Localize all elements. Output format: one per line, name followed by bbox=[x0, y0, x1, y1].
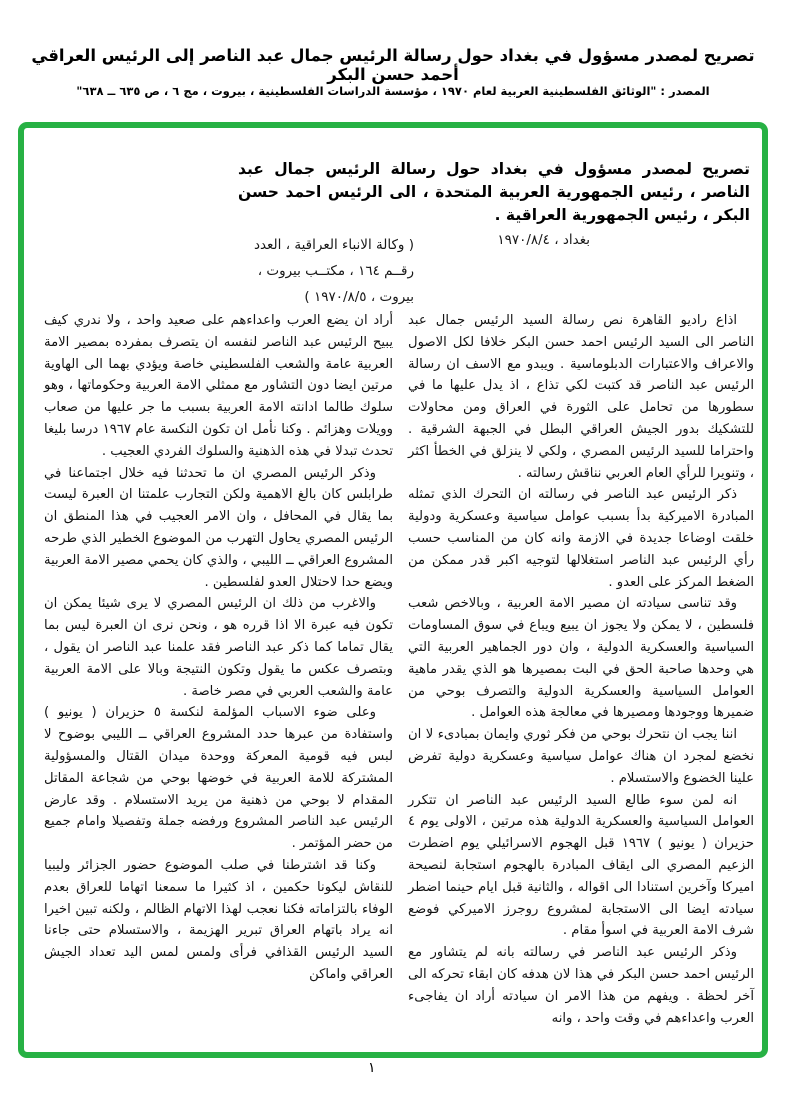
document-heading: تصريح لمصدر مسؤول في بغداد حول رسالة الرئيس جمال عبد الناصر ، رئيس الجمهورية العربية المتحدة ، الى الرئيس احمد حسن البكر ، رئيس الجمهورية العراقية . bbox=[238, 160, 750, 224]
paragraph: انه لمن سوء طالع السيد الرئيس عبد الناصر ان تتكرر العوامل السياسية والعسكرية الدولية هذه مرتين ، الاولى يوم ٤ حزيران ( يونيو ) ١٩٦٧ قبل الهجوم الاسرائيلي يوم اضطرت الزعيم المصري الى ايقاف المبادرة بالهجوم استجابة لنصيحة اميركا وآخرين استنادا الى اقواله ، والثانية قبل ايام حينما اضطر سيادته ايضا الى الاستجابة لمشروع روجرز الاميركي فوضع شرف الامة العربية في اسوأ مقام . bbox=[408, 792, 754, 939]
agency-citation-line-3: بيروت ، ١٩٧٠/٨/٥ ) bbox=[304, 289, 414, 305]
paragraph: وكنا قد اشترطنا في صلب الموضوع حضور الجزائر وليبيا للنقاش ليكونا حكمين ، اذ كثيرا ما سمعنا اتهاما للعراق بعدم الوفاء بالتزاماته فكنا نعجب لهذا الاتهام الظالم ، ولكنه تبين اخيرا انه يراد باتهام العراق تبرير الهزيمة ، والاستسلام حتى جاءنا السيد الرئيس القذافي فرأى ولمس لمس اليد تعداد الجيش العراقي واماكن bbox=[44, 857, 393, 982]
source-citation-line: المصدر : "الوثائق الفلسطينية العربية لعام ١٩٧٠ ، مؤسسة الدراسات الفلسطينية ، بيروت ، مج ٦ ، ص ٦٣٥ ــ ٦٣٨" bbox=[76, 84, 710, 98]
document-highlight-box bbox=[18, 122, 768, 1058]
paragraph: وقد تناسى سيادته ان مصير الامة العربية ، وبالاخص شعب فلسطين ، لا يمكن ولا يجوز ان يبيع ويباع في سوق المساومات السياسية والعسكرية الدولية ، وان دور الجماهير العربية التي هي وحدها صاحبة الحق في البت بمصيرها هو الذي يقدر ماهية العوامل السياسية والعسكرية الدولية والتصرف بوحي من ضميرها ووجودها ومصيرها في معالجة هذه العوامل . bbox=[408, 596, 754, 721]
paragraph: وذكر الرئيس المصري ان ما تحدثنا فيه خلال اجتماعنا في طرابلس كان بالغ الاهمية ولكن التجارب علمتنا ان العبرة ليست بما يقال في المحافل ، وان الامر العجيب في هذا المنطق ان الرئيس المصري يحاول التهرب من الموضوع الخطير الذي طرحه المشروع العراقي ــ الليبي ، والذي كان يحمي مصير الامة العربية ويضع حدا لاحتلال العدو لفلسطين . bbox=[44, 465, 393, 590]
paragraph: ذكر الرئيس عبد الناصر في رسالته ان التحرك الذي تمثله المبادرة الاميركية بدأ بسبب عوامل سياسية وعسكرية ودولية خلقت اوضاعا جديدة في الازمة وانه كان من المناسب حسب رأي الرئيس عبد الناصر استغلالها لتوجيه اكبر قدر ممكن من الضغط المركز على العدو . bbox=[408, 487, 754, 590]
paragraph: وذكر الرئيس عبد الناصر في رسالته بانه لم يتشاور مع الرئيس احمد حسن البكر في هذا لان هدفه كان ابقاء تحركه الى آخر لحظة . ويفهم من هذا الامر ان سيادته أراد ان يفاجىء العرب واعداءهم في وقت واحد ، وانه bbox=[408, 945, 754, 1026]
body-column-right bbox=[408, 310, 754, 1029]
page-headline: تصريح لمصدر مسؤول في بغداد حول رسالة الرئيس جمال عبد الناصر إلى الرئيس العراقي أحمد حسن البكر bbox=[31, 46, 755, 84]
paragraph: وعلى ضوء الاسباب المؤلمة لنكسة ٥ حزيران ( يونيو ) واستفادة من عبرها حدد المشروع العراقي ــ الليبي بوضوح لا لبس فيه قومية المعركة ووحدة ميدان القتال والمسؤولية المشتركة للامة العربية في خوضها بوحي من شجاعة المقاتل المقدام لا بوحي من ذهنية من يريد الاستسلام . وقد عارض الرئيس عبد الناصر المشروع ورفضه جملة وتفصيلا وامام جميع من حضر المؤتمر . bbox=[44, 705, 393, 852]
paragraph: والاغرب من ذلك ان الرئيس المصري لا يرى شيئا يمكن ان تكون فيه عبرة الا اذا قرره هو ، ونحن نرى ان العبرة ليس بما يقال تماما كما ذكر عبد الناصر فقد علمنا عبد الناصر ان يقول ، وبتصرف عكس ما يقول وتكون النتيجة وبالا على الامة العربية عامة والشعب العربي في مصر خاصة . bbox=[44, 596, 393, 699]
paragraph-continuation: أراد ان يضع العرب واعداءهم على صعيد واحد ، ولا ندري كيف يبيح الرئيس عبد الناصر لنفسه ان يتصرف بمفرده بمصير الامة العربية عامة والشعب الفلسطيني خاصة ويؤدي بهما الى الهاوية مرتين ايضا دون التشاور مع ممثلي الامة العربية وحكوماتها ، وهو سلوك طالما ادانته الامة العربية بسبب ما جر عليها من صعاب وويلات وهزائم . وكنا نأمل ان تكون النكسة عام ١٩٦٧ درسا بليغا تحدث تبدلا في هذه الذهنية والسلوك الفردي العجيب . bbox=[44, 313, 393, 459]
paragraph: اننا يجب ان نتحرك بوحي من فكر ثوري وايمان بمبادىء لا ان نخضع لمجرد ان هناك عوامل سياسية وعسكرية دولية تفرض علينا الخضوع والاستسلام . bbox=[408, 727, 754, 786]
agency-citation-line-2: رقــم ١٦٤ ، مكتــب بيروت ، bbox=[257, 263, 414, 279]
agency-citation-line-1: ( وكالة الانباء العراقية ، العدد bbox=[253, 237, 414, 253]
dateline-row bbox=[24, 232, 762, 310]
page-number: ١ bbox=[368, 1060, 376, 1076]
paragraph: اذاع راديو القاهرة نص رسالة السيد الرئيس جمال عبد الناصر الى السيد الرئيس احمد حسن البكر خلافا لكل الاصول والاعراف والاعتبارات الدبلوماسية . ويبدو مع الاسف ان رسالة الرئيس عبد الناصر قد كتبت لكي تذاع ، اذ يدل عليها ما في سطورها من تحامل على الثورة في العراق ومن محاولات للتشكيك بدور الجيش العراقي البطل في الجبهة الشرقية . واحتراما للسيد الرئيس المصري ، ولكي لا ينزلق في الخطأ اكثر ، وتنويرا للرأي العام العربي نناقش رسالته . bbox=[408, 313, 754, 481]
agency-citation-block bbox=[254, 232, 414, 310]
two-column-body bbox=[34, 310, 754, 1029]
body-column-left bbox=[44, 310, 393, 1029]
dateline-baghdad-date: بغداد ، ١٩٧٠/٨/٤ bbox=[497, 232, 590, 248]
